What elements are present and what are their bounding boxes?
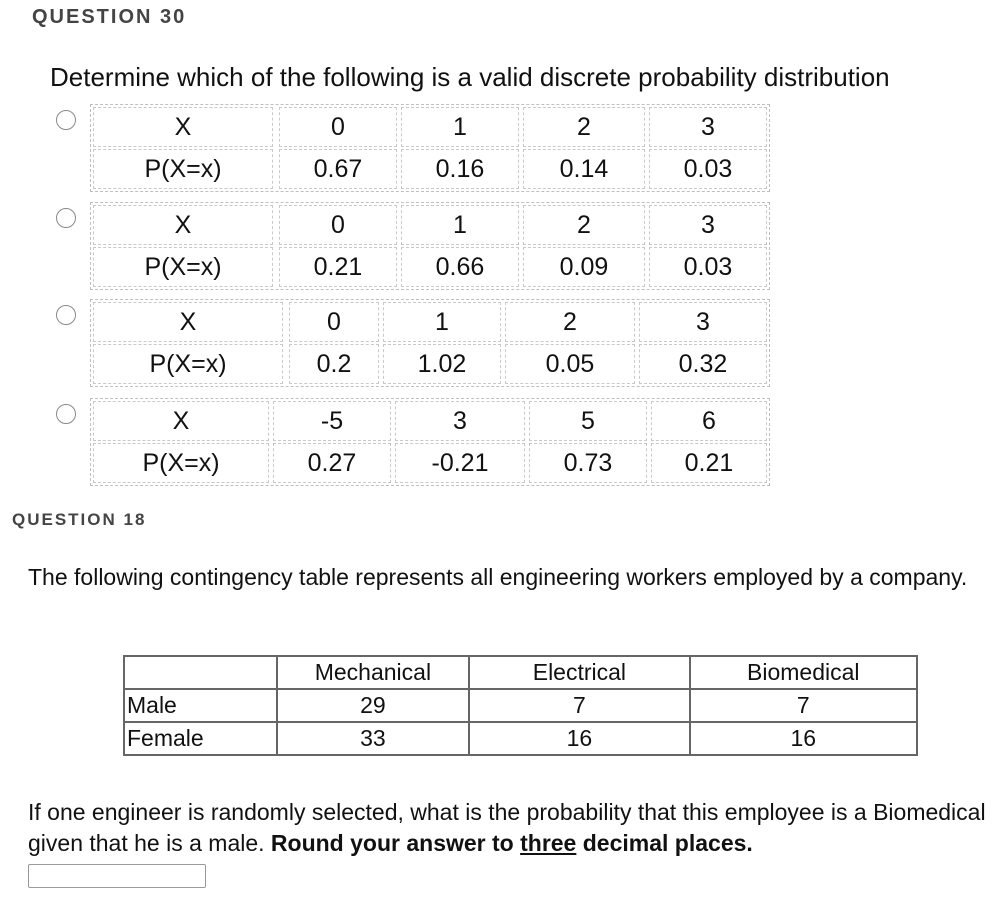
x-header-cell: X bbox=[93, 107, 273, 147]
p-header-cell: P(X=x) bbox=[93, 443, 269, 483]
p-value-cell: 0.27 bbox=[273, 443, 391, 483]
option-b bbox=[56, 202, 776, 294]
table-row bbox=[124, 722, 917, 755]
question-18-body: If one engineer is randomly selected, what is the probability that this employee is a Biomedical given that he is a male. bbox=[28, 799, 986, 856]
p-value-cell: 0.67 bbox=[279, 149, 397, 189]
option-b-table bbox=[90, 202, 770, 290]
contingency-table bbox=[123, 655, 918, 756]
p-header-cell: P(X=x) bbox=[93, 344, 283, 384]
question-30-label: QUESTION 30 bbox=[32, 6, 187, 28]
table-cell: 33 bbox=[277, 722, 470, 755]
table-header-row bbox=[124, 656, 917, 689]
p-value-cell: 1.02 bbox=[383, 344, 501, 384]
row-header-male: Male bbox=[124, 689, 277, 722]
question-18-label: QUESTION 18 bbox=[12, 510, 147, 529]
x-header-cell: X bbox=[93, 205, 273, 245]
x-value-cell: 3 bbox=[649, 107, 767, 147]
option-c-table bbox=[90, 299, 770, 387]
p-value-cell: 0.09 bbox=[523, 247, 645, 287]
x-value-cell: 2 bbox=[523, 205, 645, 245]
x-header-cell: X bbox=[93, 302, 283, 342]
x-value-cell: 1 bbox=[383, 302, 501, 342]
p-value-cell: 0.21 bbox=[279, 247, 397, 287]
x-value-cell: 3 bbox=[395, 401, 525, 441]
p-value-cell: 0.16 bbox=[401, 149, 519, 189]
p-value-cell: 0.21 bbox=[651, 443, 767, 483]
row-header-female: Female bbox=[124, 722, 277, 755]
question-18-prompt: The following contingency table represents all engineering workers employed by a company. bbox=[28, 564, 968, 590]
rounding-emphasis: three bbox=[520, 830, 577, 856]
option-c bbox=[56, 299, 776, 391]
p-header-cell: P(X=x) bbox=[93, 247, 273, 287]
p-value-cell: 0.32 bbox=[639, 344, 767, 384]
x-header-cell: X bbox=[93, 401, 269, 441]
p-value-cell: 0.03 bbox=[649, 247, 767, 287]
p-value-cell: 0.2 bbox=[289, 344, 379, 384]
table-corner-cell bbox=[124, 656, 277, 689]
p-value-cell: 0.05 bbox=[505, 344, 635, 384]
option-b-radio[interactable] bbox=[56, 208, 76, 228]
p-value-cell: 0.73 bbox=[529, 443, 647, 483]
p-value-cell: -0.21 bbox=[395, 443, 525, 483]
x-value-cell: 2 bbox=[505, 302, 635, 342]
question-30-prompt: Determine which of the following is a valid discrete probability distribution bbox=[50, 62, 890, 92]
x-value-cell: 0 bbox=[279, 107, 397, 147]
column-header-electrical: Electrical bbox=[469, 656, 689, 689]
answer-input[interactable] bbox=[28, 864, 206, 888]
table-cell: 29 bbox=[277, 689, 470, 722]
option-d-radio[interactable] bbox=[56, 404, 76, 424]
x-value-cell: 0 bbox=[289, 302, 379, 342]
x-value-cell: 3 bbox=[639, 302, 767, 342]
x-value-cell: -5 bbox=[273, 401, 391, 441]
option-a-radio[interactable] bbox=[56, 110, 76, 130]
p-header-cell: P(X=x) bbox=[93, 149, 273, 189]
table-cell: 7 bbox=[690, 689, 917, 722]
x-value-cell: 6 bbox=[651, 401, 767, 441]
option-a-table bbox=[90, 104, 770, 192]
p-value-cell: 0.03 bbox=[649, 149, 767, 189]
option-d-table bbox=[90, 398, 770, 486]
p-value-cell: 0.66 bbox=[401, 247, 519, 287]
x-value-cell: 3 bbox=[649, 205, 767, 245]
column-header-biomedical: Biomedical bbox=[690, 656, 917, 689]
p-value-cell: 0.14 bbox=[523, 149, 645, 189]
table-cell: 16 bbox=[690, 722, 917, 755]
option-a bbox=[56, 104, 776, 196]
rounding-instruction: Round your answer to three decimal places. bbox=[270, 830, 753, 856]
x-value-cell: 2 bbox=[523, 107, 645, 147]
table-cell: 16 bbox=[469, 722, 689, 755]
x-value-cell: 5 bbox=[529, 401, 647, 441]
option-d bbox=[56, 398, 776, 490]
table-cell: 7 bbox=[469, 689, 689, 722]
x-value-cell: 1 bbox=[401, 205, 519, 245]
x-value-cell: 0 bbox=[279, 205, 397, 245]
question-18-text bbox=[28, 797, 988, 859]
column-header-mechanical: Mechanical bbox=[277, 656, 470, 689]
x-value-cell: 1 bbox=[401, 107, 519, 147]
table-row bbox=[124, 689, 917, 722]
option-c-radio[interactable] bbox=[56, 305, 76, 325]
